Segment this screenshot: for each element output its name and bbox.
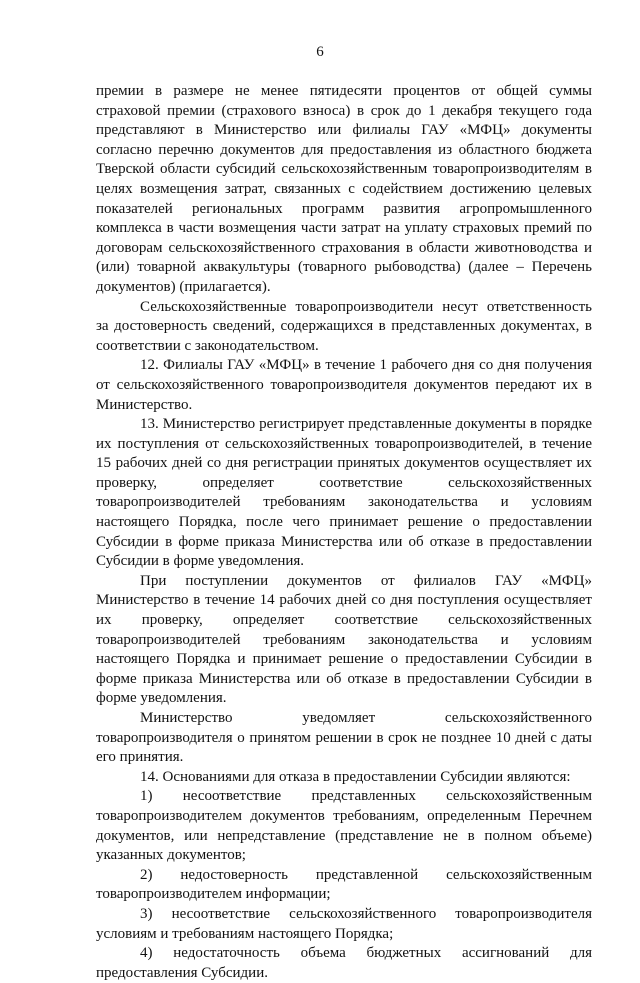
paragraph-13: 13. Министерство регистрирует представленные документы в порядке их поступления от сельскохозяйственных товаропроизводителей, в течение 15 рабочих дней со дня регистрации принятых документов осуществляет их проверку, определяет соответствие сельскохозяйственных товаропроизводителей требованиям законодательства и условиям настоящего Порядка, после чего принимает решение о предоставлении Субсидии в форме приказа Министерства или об отказе в предоставлении Субсидии в форме уведомления. [96, 416, 592, 570]
document-body [96, 82, 592, 983]
list-item-3: 3) несоответствие сельскохозяйственного товаропроизводителя условиям и требованиям настоящего Порядка; [96, 905, 592, 942]
paragraph-14: 14. Основаниями для отказа в предоставлении Субсидии являются: [140, 768, 571, 785]
paragraph-responsibility: Сельскохозяйственные товаропроизводители несут ответственность за достоверность сведений, содержащихся в представленных документах, в соответствии с законодательством. [96, 298, 592, 354]
list-item-4: 4) недостаточность объема бюджетных ассигнований для предоставления Субсидии. [96, 945, 592, 981]
list-item-2: 2) недостоверность представленной сельскохозяйственным товаропроизводителем информации; [96, 866, 592, 903]
paragraph-continuation: премии в размере не менее пятидесяти процентов от общей суммы страховой премии (страхового взноса) в срок до 1 декабря текущего года представляют в Министерство или филиалы ГАУ «МФЦ» документы согласно перечню документов для предоставления из областного бюджета Тверской области субсидий сельскохозяйственным товаропроизводителям в целях возмещения затрат, связанных с содействием достижению целевых показателей региональных программ развития агропромышленного комплекса в части возмещения части затрат на уплату страховых премий по договорам сельскохозяйственного страхования в области животноводства и (или) товарной аквакультуры (товарного рыбоводства) (далее – Перечень документов) (прилагается). [96, 83, 592, 295]
paragraph-mfc-documents: При поступлении документов от филиалов ГАУ «МФЦ» Министерство в течение 14 рабочих дней со дня поступления осуществляет их проверку, определяет соответствие сельскохозяйственных товаропроизводителей требованиям законодательства и условиям настоящего Порядка и принимает решение о предоставлении Субсидии в форме приказа Министерства или об отказе в предоставлении Субсидии в форме уведомления. [96, 572, 592, 707]
paragraph-notification: Министерство уведомляет сельскохозяйственного товаропроизводителя о принятом решении в срок не позднее 10 дней с даты его принятия. [96, 710, 592, 766]
paragraph-12: 12. Филиалы ГАУ «МФЦ» в течение 1 рабочего дня со дня получения от сельскохозяйственного товаропроизводителя документов передают их в Министерство. [96, 357, 592, 413]
page-number: 6 [316, 44, 324, 60]
list-item-1: 1) несоответствие представленных сельскохозяйственным товаропроизводителем документов требованиям, определенным Перечнем документов, или непредставление (представление не в полном объеме) указанных документов; [96, 788, 592, 864]
